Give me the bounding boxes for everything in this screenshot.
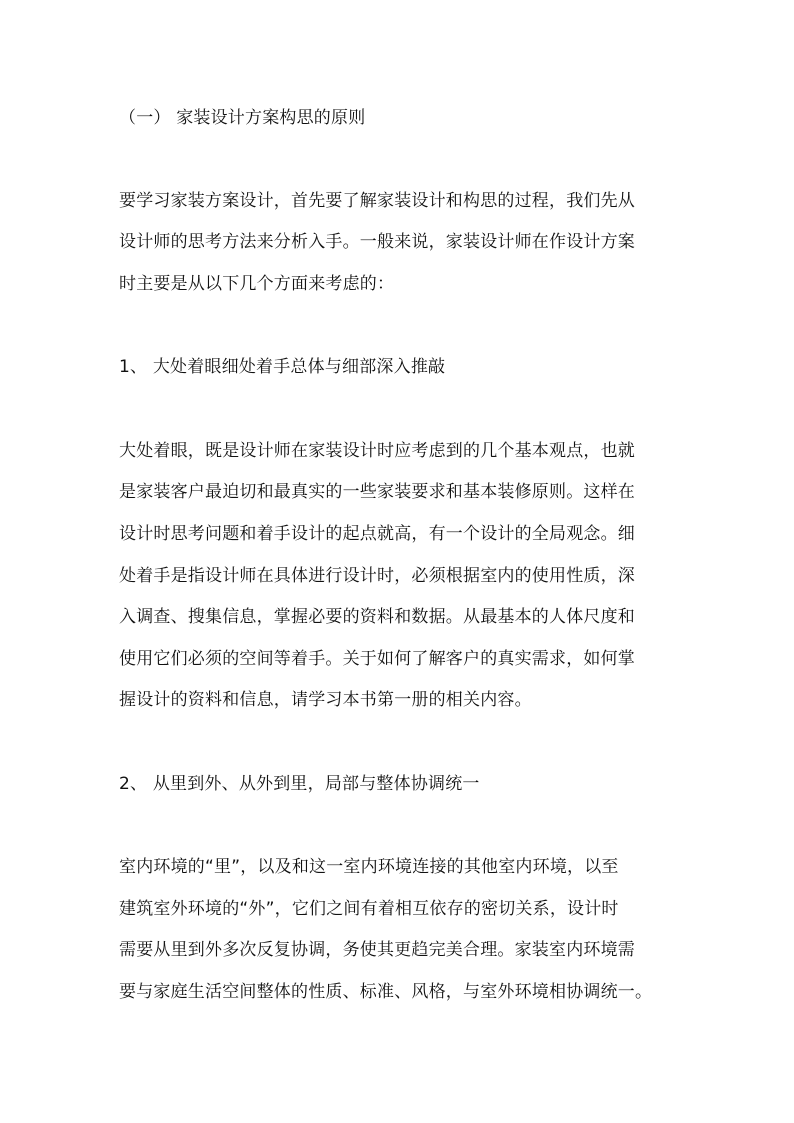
intro-line: 时主要是从以下几个方面来考虑的： bbox=[119, 274, 395, 294]
point1-body-line: 大处着眼，既是设计师在家装设计时应考虑到的几个基本观点，也就 bbox=[119, 441, 635, 461]
point2-body-line: 室内环境的“里”，以及和这一室内环境连接的其他室内环境，以至 bbox=[119, 857, 619, 877]
point1-body-line: 使用它们必须的空间等着手。关于如何了解客户的真实需求，如何掌 bbox=[119, 649, 635, 669]
point2-heading: 2、 从里到外、从外到里，局部与整体协调统一 bbox=[119, 774, 480, 794]
section-heading: （一） 家装设计方案构思的原则 bbox=[119, 108, 366, 128]
intro-line: 设计师的思考方法来分析入手。一般来说，家装设计师在作设计方案 bbox=[119, 232, 635, 252]
point2-body-line: 建筑室外环境的“外”，它们之间有着相互依存的密切关系，设计时 bbox=[119, 899, 619, 919]
point1-body-line: 是家装客户最迫切和最真实的一些家装要求和基本装修原则。这样在 bbox=[119, 482, 635, 502]
point2-body-line: 要与家庭生活空间整体的性质、标准、风格，与室外环境相协调统一。 bbox=[119, 982, 653, 1002]
point1-body-line: 处着手是指设计师在具体进行设计时，必须根据室内的使用性质，深 bbox=[119, 566, 635, 586]
point1-body-line: 握设计的资料和信息，请学习本书第一册的相关内容。 bbox=[119, 690, 532, 710]
intro-line: 要学习家装方案设计，首先要了解家装设计和构思的过程，我们先从 bbox=[119, 191, 635, 211]
point1-body-line: 设计时思考问题和着手设计的起点就高，有一个设计的全局观念。细 bbox=[119, 524, 635, 544]
point1-heading: 1、 大处着眼细处着手总体与细部深入推敲 bbox=[119, 357, 446, 377]
point2-body-line: 需要从里到外多次反复协调，务使其更趋完美合理。家装室内环境需 bbox=[119, 940, 635, 960]
point1-body-line: 入调查、搜集信息，掌握必要的资料和数据。从最基本的人体尺度和 bbox=[119, 607, 635, 627]
